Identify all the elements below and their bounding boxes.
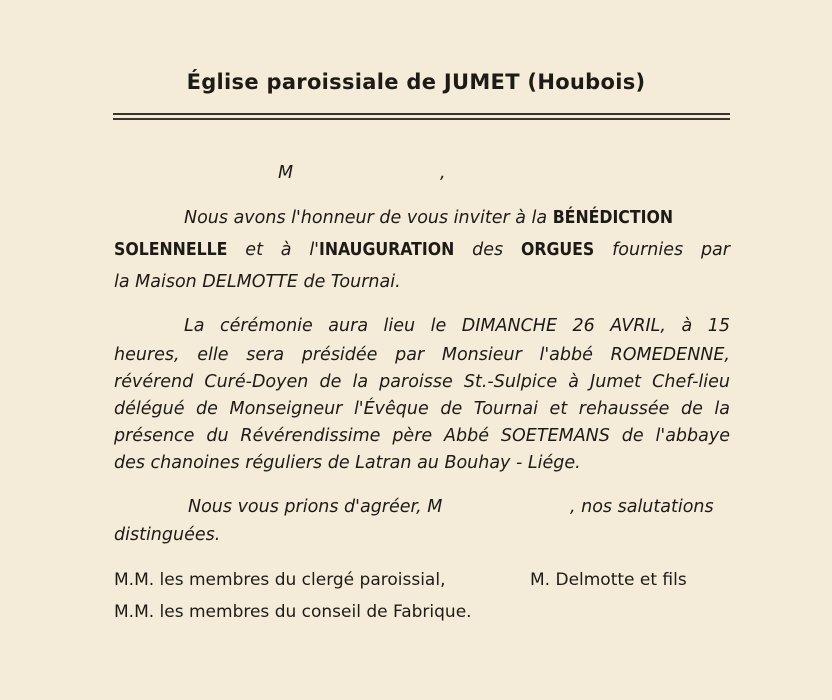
page-title: Église paroissiale de JUMET (Houbois) [186,70,646,94]
salutation-comma: , [440,163,446,183]
paragraph-1-line-3: la Maison DELMOTTE de Tournai. [114,272,401,292]
p1-inauguration: INAUGURATION [319,240,455,260]
signature-clergy: M.M. les membres du clergé paroissial, [114,570,446,590]
paragraph-1-line-2 [114,240,730,260]
p1-text-3: des [472,240,504,260]
paragraph-2-line-2: heures, elle sera présidée par Monsieur l'abbé ROMEDENNE, [114,345,730,365]
signature-builder: M. Delmotte et fils [530,570,687,590]
double-rule-bottom [113,118,730,120]
paragraph-3-line-2: distinguées. [114,525,221,545]
p1-text-4: fournies par [612,240,730,260]
double-rule-top [113,113,730,115]
paragraph-2-line-3: révérend Curé-Doyen de la paroisse St.-Sulpice à Jumet Chef-lieu [114,372,730,392]
paragraph-3-text-b: , nos salutations [570,497,714,517]
salutation-letter: M [278,163,294,183]
p1-benediction: BÉNÉDICTION [552,208,674,228]
p1-orgues: ORGUES [520,240,595,260]
paragraph-2-line-5: présence du Révérendissime père Abbé SOETEMANS de l'abbaye [114,426,730,446]
paragraph-2-line-1: La cérémonie aura lieu le DIMANCHE 26 AVRIL, à 15 [184,316,730,336]
p1-text-2: et à l' [245,240,319,260]
paragraph-3-text-a: Nous vous prions d'agréer, M [188,497,443,517]
signature-council: M.M. les membres du conseil de Fabrique. [114,602,472,622]
p1-text: Nous avons l'honneur de vous inviter à la [184,208,548,228]
paragraph-2-line-4: délégué de Monseigneur l'Évêque de Tournai et rehaussée de la [114,399,730,419]
paragraph-2-line-6: des chanoines réguliers de Latran au Bouhay - Liége. [114,453,581,473]
paragraph-1-line-1 [184,208,730,228]
p1-solennelle: SOLENNELLE [114,240,228,260]
